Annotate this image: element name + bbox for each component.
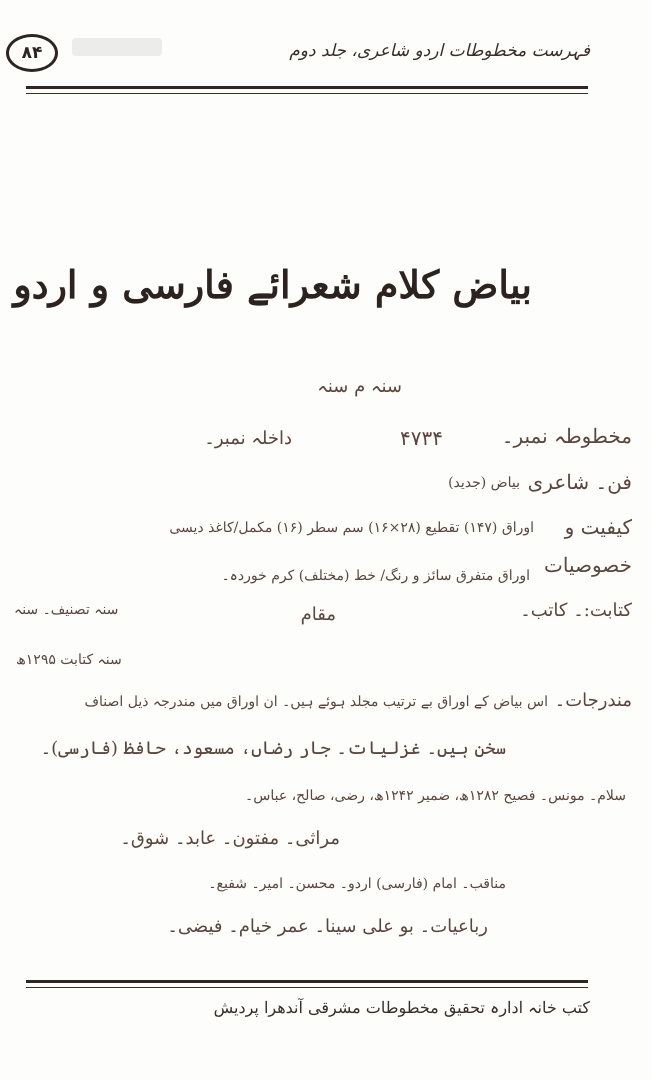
- contents-label: مندرجات۔: [554, 690, 632, 711]
- copy-year: سنہ کتابت ۱۲۹۵ھ: [16, 652, 122, 668]
- footer-rule: [26, 980, 588, 983]
- features-value: اوراق متفرق سائز و رنگ/ خط (مختلف) کرم خوردہ۔: [221, 568, 530, 584]
- manuscript-number-value: ۴۷۳۴: [400, 426, 443, 450]
- header-rule-thin: [26, 93, 588, 94]
- manuscript-number-label: مخطوطہ نمبر۔: [501, 424, 632, 448]
- condition-label: کیفیت و: [564, 515, 632, 539]
- contents-line: مراثی۔ مفتون۔ عابد۔ شوق۔: [120, 828, 340, 849]
- date-line: سنہ م سنہ: [317, 376, 402, 397]
- genre-value: بیاض (جدید): [448, 475, 520, 491]
- place-label: مقام: [300, 604, 336, 625]
- contents-line: سخن ہیں۔ غزلیات۔ جار رضاں، مسعود، حافظ (فارسی)۔: [40, 738, 506, 759]
- manuscript-title: بیاض کلام شعرائے فارسی و اردو: [13, 262, 532, 307]
- header-rule: [26, 86, 588, 89]
- condition-value: اوراق (۱۴۷) تقطیع (۲۸×۱۶) سم سطر (۱۶) مکمل/کاغذ دیسی: [169, 520, 534, 536]
- footer-rule-thin: [26, 987, 588, 988]
- contents-line: مناقب۔ امام (فارسی) اردو۔ محسن۔ امیر۔ شفیع۔: [208, 876, 506, 892]
- composition-year: سنہ تصنیف۔ سنہ: [14, 602, 119, 618]
- contents-line: رباعیات۔ بو علی سینا۔ عمر خیام۔ فیضی۔: [167, 916, 488, 937]
- page-number: ۸۴: [21, 43, 43, 63]
- genre-label: فن۔ شاعری: [527, 470, 632, 494]
- library-footer: کتب خانہ ادارہ تحقیق مخطوطات مشرقی آندھرا پردیش: [213, 998, 590, 1017]
- page-number-badge: [6, 34, 58, 72]
- contents-line: سلام۔ مونس۔ فصیح ۱۲۸۲ھ، ضمیر ۱۲۴۲ھ، رضی، صالح، عباس۔: [245, 788, 626, 804]
- running-header: فہرست مخطوطات اردو شاعری، جلد دوم: [289, 41, 590, 61]
- faded-stamp: [72, 38, 162, 56]
- contents-intro: اس بیاض کے اوراق بے ترتیب مجلد ہوئے ہیں۔ ان اوراق میں مندرجہ ذیل اصناف: [84, 694, 548, 710]
- scribe-label: کتابت:۔ کاتب۔: [520, 600, 632, 621]
- features-label: خصوصیات: [544, 553, 632, 577]
- accession-number-label: داخلہ نمبر۔: [204, 428, 292, 449]
